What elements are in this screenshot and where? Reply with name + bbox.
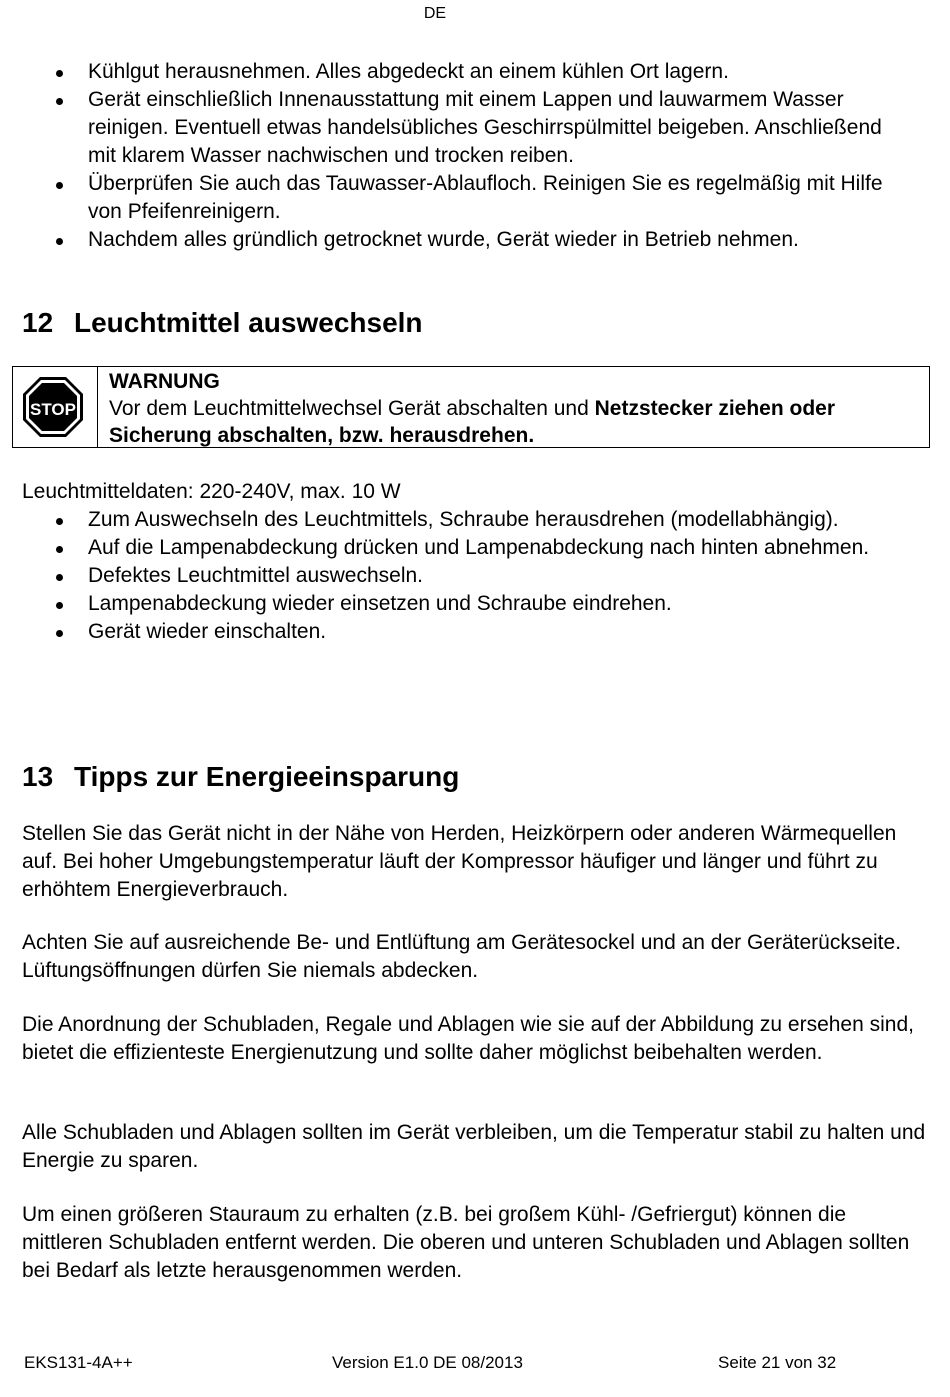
- list-item: Zum Auswechseln des Leuchtmittels, Schraube herausdrehen (modellabhängig).: [22, 506, 902, 534]
- section-title: Tipps zur Energieeinsparung: [74, 761, 460, 792]
- list-item: Überprüfen Sie auch das Tauwasser-Ablaufloch. Reinigen Sie es regelmäßig mit Hilfe von Pfeifenreinigern.: [22, 170, 902, 226]
- footer-version: Version E1.0 DE 08/2013: [332, 1353, 523, 1372]
- section-number: 12: [22, 307, 54, 338]
- cleaning-steps-list: [22, 58, 902, 254]
- list-item: Lampenabdeckung wieder einsetzen und Schraube eindrehen.: [22, 590, 902, 618]
- footer-model: EKS131-4A++: [24, 1353, 133, 1372]
- section-12-heading: [22, 306, 932, 340]
- warning-body-bold: Netzstecker ziehen oder Sicherung abschalten, bzw. herausdrehen.: [109, 397, 836, 447]
- list-item: Auf die Lampenabdeckung drücken und Lampenabdeckung nach hinten abnehmen.: [22, 534, 902, 562]
- language-header: DE: [423, 5, 447, 22]
- section-13-heading: [22, 760, 932, 794]
- footer-page-number: Seite 21 von 32: [718, 1353, 837, 1372]
- warning-box: [12, 366, 930, 448]
- paragraph: Achten Sie auf ausreichende Be- und Entlüftung am Gerätesockel und an der Geräterückseite. Lüftungsöffnungen dürfen Sie niemals abdecken.: [22, 931, 902, 982]
- warning-body-normal: Vor dem Leuchtmittelwechsel Gerät abschalten und: [109, 397, 595, 420]
- lamp-replacement-steps: [22, 506, 902, 646]
- list-item: Gerät wieder einschalten.: [22, 618, 902, 646]
- list-item: Kühlgut herausnehmen. Alles abgedeckt an einem kühlen Ort lagern.: [22, 58, 902, 86]
- section-title: Leuchtmittel auswechseln: [74, 307, 423, 338]
- list-item: Defektes Leuchtmittel auswechseln.: [22, 562, 902, 590]
- list-item: Nachdem alles gründlich getrocknet wurde, Gerät wieder in Betrieb nehmen.: [22, 226, 902, 254]
- stop-sign-icon: [22, 376, 84, 438]
- warning-icon-cell: [13, 367, 98, 447]
- list-item: Gerät einschließlich Innenausstattung mit einem Lappen und lauwarmem Wasser reinigen. Eventuell etwas handelsübliches Geschirrspülmittel beigeben. Anschließend mit klarem Wasser nachwischen und trocken reiben.: [22, 86, 902, 170]
- paragraph: Um einen größeren Stauraum zu erhalten (z.B. bei großem Kühl- /Gefriergut) können die mittleren Schubladen entfernt werden. Die oberen und unteren Schubladen und Ablagen sollten bei Bedarf als letzte herausgenommen werden.: [22, 1203, 910, 1282]
- section-number: 13: [22, 761, 54, 792]
- lamp-data-line: Leuchtmitteldaten: 220-240V, max. 10 W: [22, 480, 401, 503]
- paragraph: Alle Schubladen und Ablagen sollten im Gerät verbleiben, um die Temperatur stabil zu halten und Energie zu sparen.: [22, 1121, 926, 1172]
- warning-body: [109, 395, 919, 449]
- stop-sign-label: STOP: [30, 400, 76, 419]
- paragraph: Die Anordnung der Schubladen, Regale und Ablagen wie sie auf der Abbildung zu ersehen sind, bietet die effizienteste Energienutzung und sollte daher möglichst beibehalten werden.: [22, 1013, 914, 1064]
- paragraph: Stellen Sie das Gerät nicht in der Nähe von Herden, Heizkörpern oder anderen Wärmequellen auf. Bei hoher Umgebungstemperatur läuft der Kompressor häufiger und länger und führt zu erhöhtem Energieverbrauch.: [22, 822, 897, 901]
- warning-heading: WARNUNG: [109, 370, 220, 393]
- warning-text: [109, 368, 919, 449]
